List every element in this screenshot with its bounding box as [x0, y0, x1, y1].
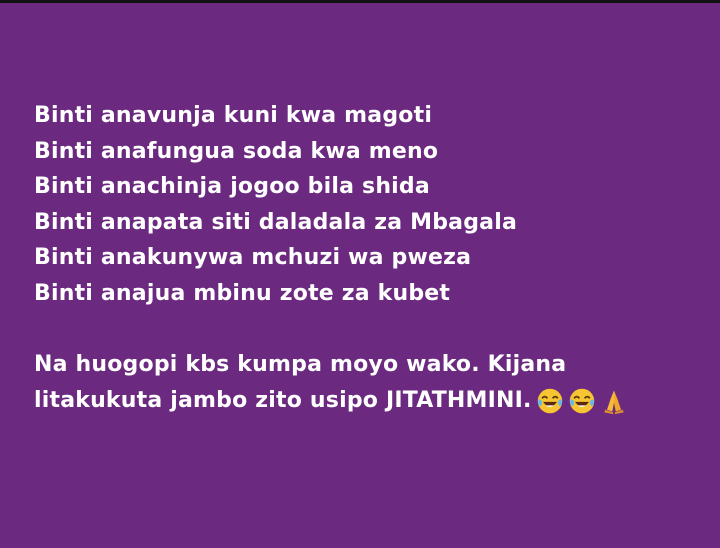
- poem-line: Binti anajua mbinu zote za kubet: [34, 280, 451, 306]
- poem-line: Binti anafungua soda kwa meno: [34, 138, 439, 164]
- poem-line: Binti anapata siti daladala za Mbagala: [34, 209, 518, 235]
- closing-line-2: [34, 383, 694, 419]
- paragraph-gap: [34, 311, 694, 347]
- closing-line-1: Na huogopi kbs kumpa moyo wako. Kijana: [34, 352, 567, 377]
- folded-hands-icon: [600, 387, 628, 415]
- poem-line: Binti anakunywa mchuzi wa pweza: [34, 245, 472, 270]
- face-with-tears-of-joy-icon: [536, 387, 564, 415]
- emoji-row: [536, 383, 632, 419]
- face-with-tears-of-joy-icon: [568, 387, 596, 415]
- top-border: [0, 0, 720, 3]
- closing-line-2-text: litakukuta jambo zito usipo JITATHMINI.: [34, 387, 532, 413]
- post-text: [34, 98, 694, 418]
- poem-line: Binti anachinja jogoo bila shida: [34, 174, 430, 199]
- poem-line: Binti anavunja kuni kwa magoti: [34, 103, 433, 128]
